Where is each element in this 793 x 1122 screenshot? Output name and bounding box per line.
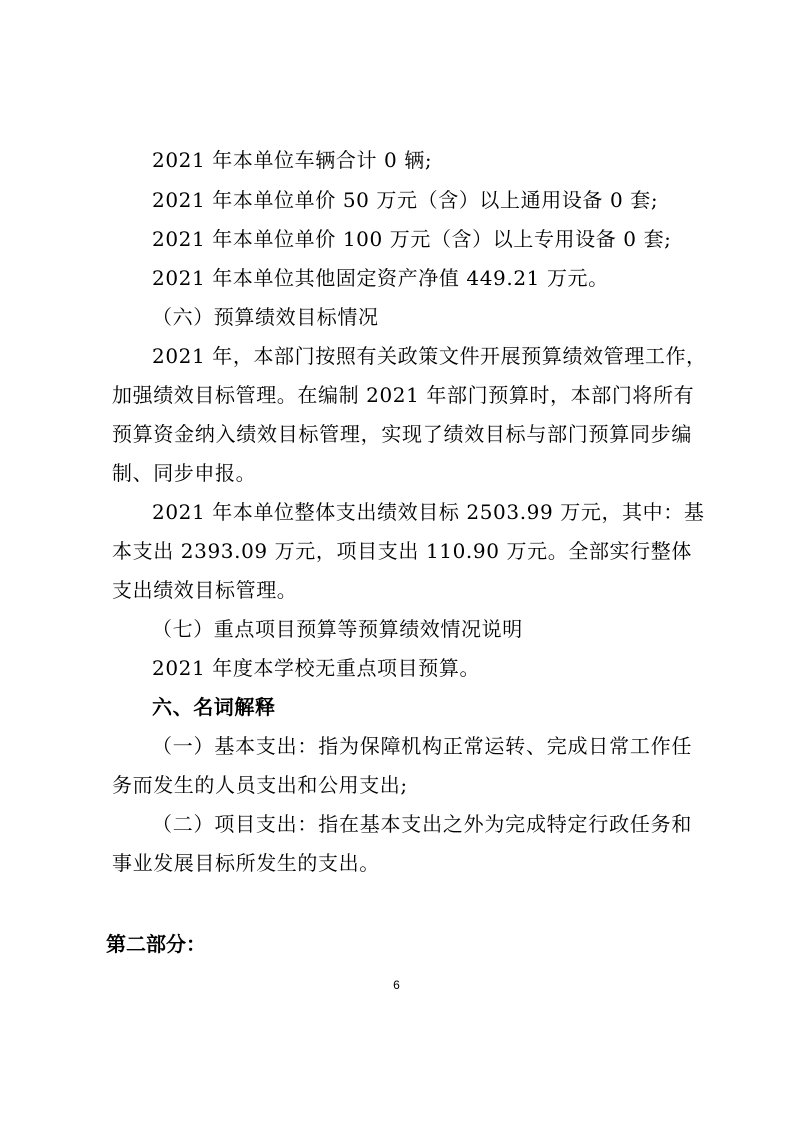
section7-heading: （七）重点项目预算等预算绩效情况说明 (152, 617, 523, 641)
general-equipment-line: 2021 年本单位单价 50 万元（含）以上通用设备 0 套; (152, 188, 659, 212)
term1-line1: （一）基本支出：指为保障机构正常运转、完成日常工作任 (152, 734, 692, 758)
term1-line2: 务而发生的人员支出和公用支出; (112, 773, 408, 797)
vehicles-line: 2021 年本单位车辆合计 0 辆; (152, 148, 433, 172)
section6-paragraph1-line2: 加强绩效目标管理。在编制 2021 年部门预算时，本部门将所有 (112, 383, 695, 407)
section6-heading: （六）预算绩效目标情况 (152, 305, 379, 329)
section6-paragraph1-line3: 预算资金纳入绩效目标管理，实现了绩效目标与部门预算同步编 (112, 422, 692, 446)
part6-heading: 六、名词解释 (152, 695, 276, 719)
section7-paragraph: 2021 年度本学校无重点项目预算。 (152, 656, 481, 680)
section6-paragraph1-line1: 2021 年，本部门按照有关政策文件开展预算绩效管理工作， (152, 344, 707, 368)
term2-line1: （二）项目支出：指在基本支出之外为完成特定行政任务和 (152, 812, 692, 836)
other-assets-line: 2021 年本单位其他固定资产净值 449.21 万元。 (152, 266, 609, 290)
section6-paragraph2-line2: 本支出 2393.09 万元，项目支出 110.90 万元。全部实行整体 (112, 539, 692, 563)
page-number: 6 (393, 978, 400, 992)
section6-paragraph2-line3: 支出绩效目标管理。 (112, 578, 298, 602)
part-two-heading: 第二部分： (106, 932, 206, 956)
term2-line2: 事业发展目标所发生的支出。 (112, 851, 380, 875)
section6-paragraph2-line1: 2021 年本单位整体支出绩效目标 2503.99 万元，其中：基 (152, 500, 705, 524)
section6-paragraph1-line4: 制、同步申报。 (112, 461, 257, 485)
special-equipment-line: 2021 年本单位单价 100 万元（含）以上专用设备 0 套; (152, 227, 672, 251)
